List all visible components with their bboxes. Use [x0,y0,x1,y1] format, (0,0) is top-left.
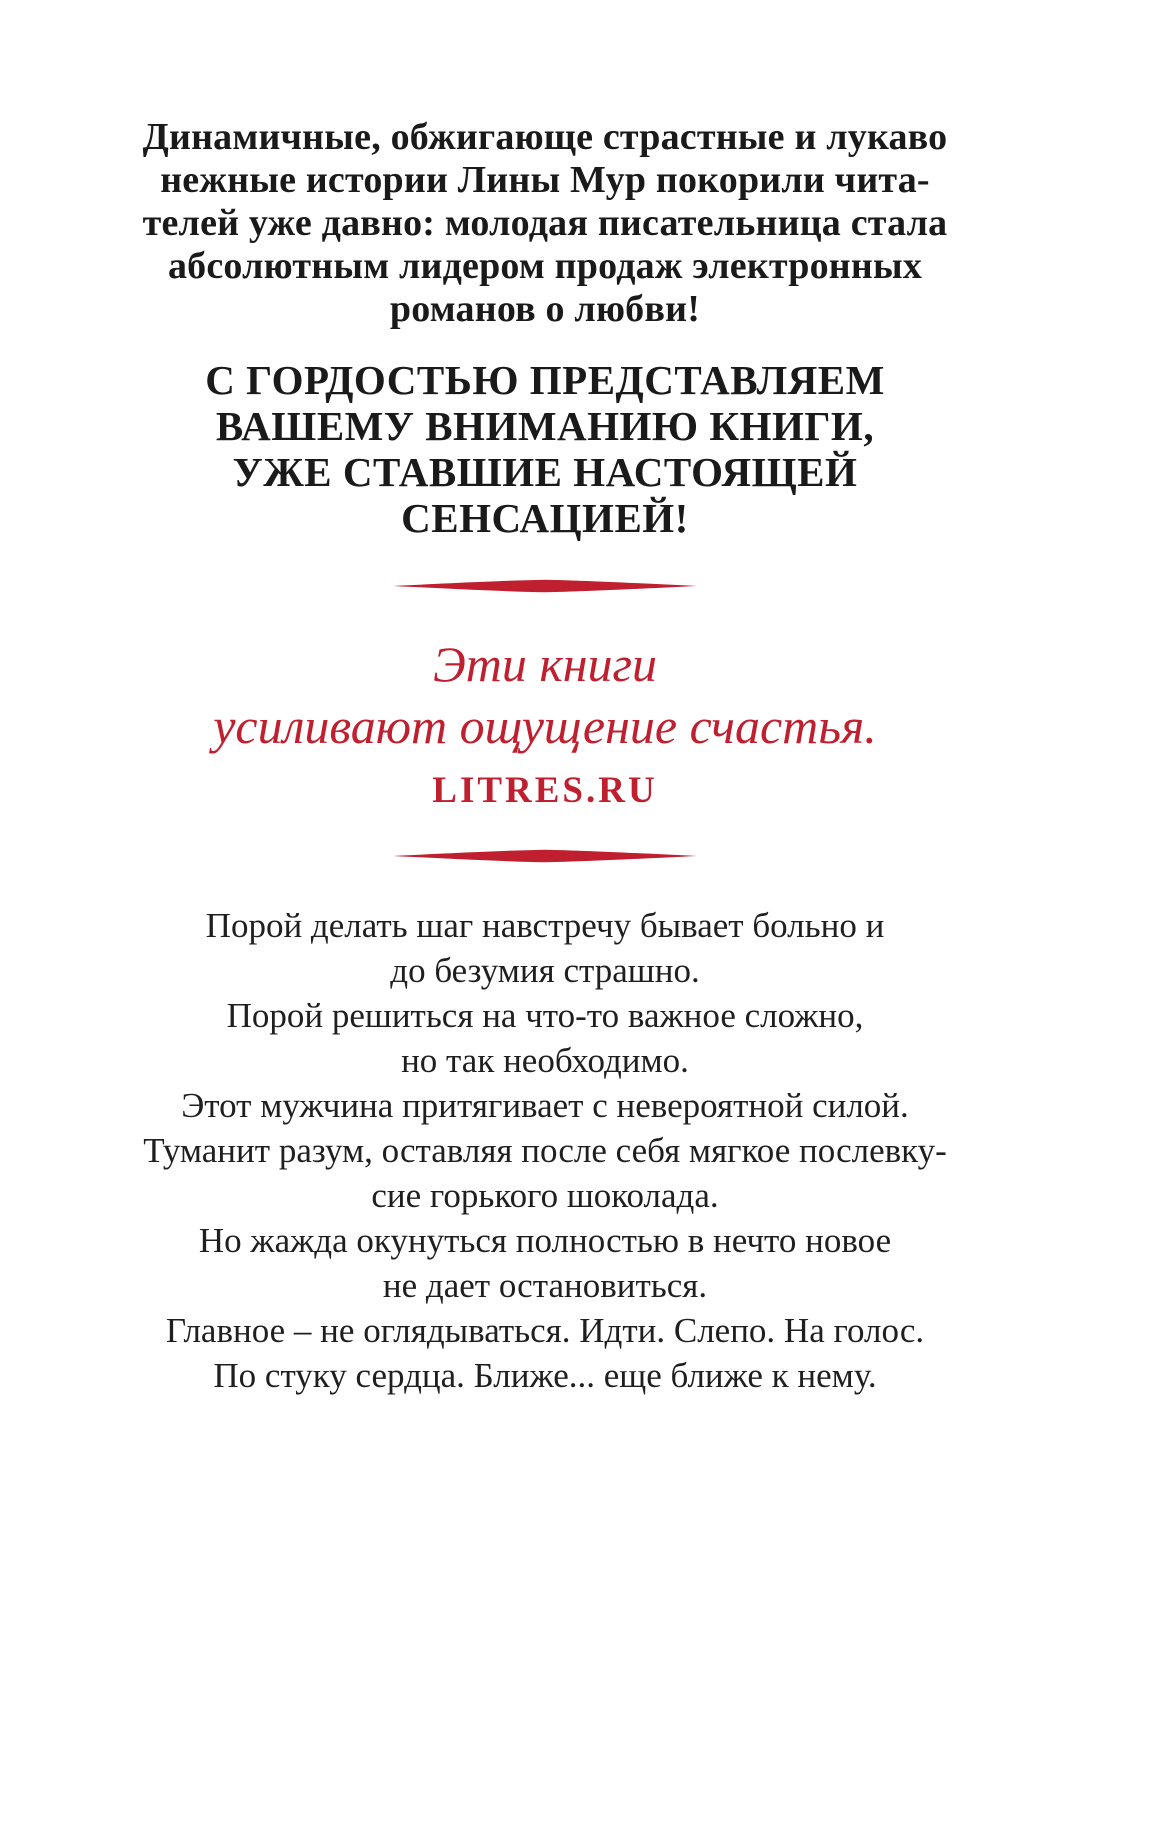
diamond-divider-icon [393,849,697,863]
annotation-line: Но жажда окунуться полностью в нечто новое [198,1221,892,1260]
page-content [85,0,1005,1398]
tagline-script [85,633,1005,757]
annotation-line: не дает остановиться. [382,1266,708,1305]
annotation-line: Туманит разум, оставляя после себя мягкое послевку- [143,1131,947,1170]
litres-url: LITRES.RU [432,770,658,811]
tagline-line: Эти книги [432,636,658,692]
announcement-line: С ГОРДОСТЬЮ ПРЕДСТАВЛЯЕМ [205,357,885,403]
announcement-line: ВАШЕМУ ВНИМАНИЮ КНИГИ, [215,403,875,449]
annotation-line: Порой делать шаг навстречу бывает больно и [205,906,885,945]
announcement-line: СЕНСАЦИЕЙ! [401,495,689,541]
annotation-line: Порой решиться на что-то важное сложно, [226,996,864,1035]
tagline-line: усиливают ощущение счастья. [213,698,877,754]
announcement-line: УЖЕ СТАВШИЕ НАСТОЯЩЕЙ [232,449,858,495]
intro-line: романов о любви! [389,288,701,330]
intro-line: абсолютным лидером продаж электронных [167,245,923,287]
announcement-heading [85,357,1005,541]
annotation-line: По стуку сердца. Ближе... еще ближе к нему. [213,1356,877,1395]
diamond-divider-icon [393,579,697,593]
intro-line: телей уже давно: молодая писательница стала [142,202,948,244]
annotation-line: до безумия страшно. [390,951,700,990]
annotation-line: но так необходимо. [401,1041,689,1080]
intro-paragraph [85,0,1005,331]
annotation-line: Главное – не оглядываться. Идти. Слепо. На голос. [165,1311,925,1350]
intro-line: Динамичные, обжигающе страстные и лукаво [142,116,948,158]
annotation-line: сие горького шоколада. [371,1176,719,1215]
intro-line: нежные истории Лины Мур покорили чита- [160,159,930,201]
annotation-line: Этот мужчина притягивает с невероятной силой. [181,1086,909,1125]
annotation-paragraph [85,903,1005,1398]
